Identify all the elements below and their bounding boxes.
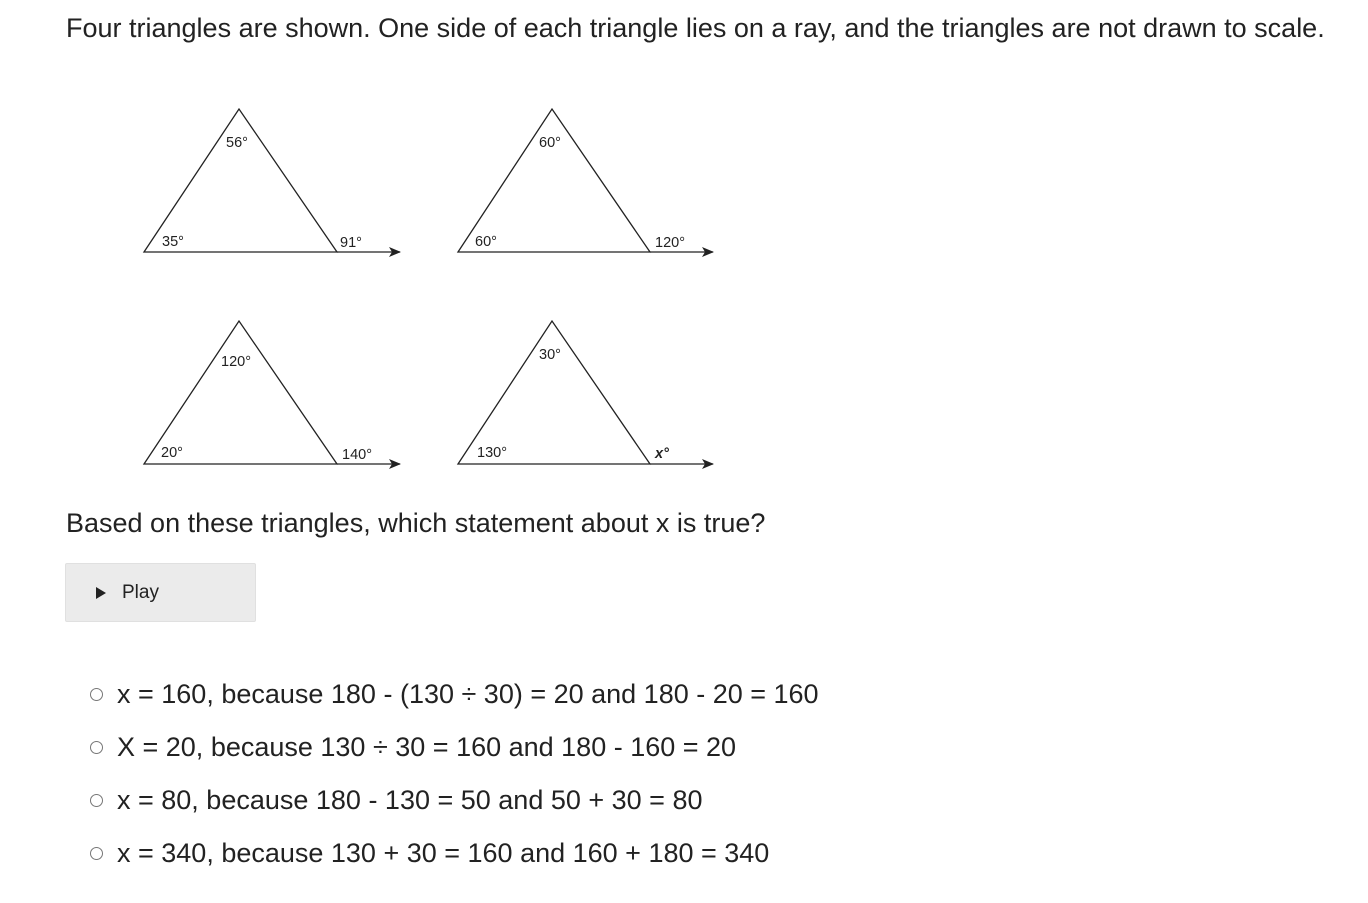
radio-button[interactable] xyxy=(90,741,103,754)
triangle-4-left-angle: 130° xyxy=(477,445,507,461)
triangle-1-exterior-angle: 91° xyxy=(340,235,362,251)
triangle-3-left-angle: 20° xyxy=(161,445,183,461)
triangle-4-shape xyxy=(458,321,650,464)
triangle-3 xyxy=(144,321,400,464)
answer-option-text: x = 160, because 180 - (130 ÷ 30) = 20 and 180 - 20 = 160 xyxy=(117,679,819,709)
answer-option-text: x = 80, because 180 - 130 = 50 and 50 + 30 = 80 xyxy=(117,785,703,815)
triangle-2-shape xyxy=(458,109,650,252)
audio-play-button[interactable] xyxy=(65,563,256,622)
play-label: Play xyxy=(122,581,159,603)
triangle-2-top-angle: 60° xyxy=(539,135,561,151)
triangle-3-top-angle: 120° xyxy=(221,354,251,370)
triangle-1 xyxy=(144,109,400,252)
radio-button[interactable] xyxy=(90,688,103,701)
triangle-2-left-angle: 60° xyxy=(475,234,497,250)
answer-option-3[interactable] xyxy=(90,774,819,827)
triangle-4 xyxy=(458,321,713,464)
question-prompt: Four triangles are shown. One side of each triangle lies on a ray, and the triangles are not drawn to scale. xyxy=(66,13,1325,43)
triangle-2 xyxy=(458,109,713,252)
answer-options xyxy=(90,668,819,880)
triangle-1-left-angle: 35° xyxy=(162,234,184,250)
radio-button[interactable] xyxy=(90,794,103,807)
triangle-1-top-angle: 56° xyxy=(226,135,248,151)
triangles-figure xyxy=(130,100,740,490)
triangle-3-exterior-angle: 140° xyxy=(342,447,372,463)
answer-option-text: x = 340, because 130 + 30 = 160 and 160 + 180 = 340 xyxy=(117,838,770,868)
triangle-4-exterior-angle: x° xyxy=(655,446,669,462)
triangle-3-shape xyxy=(144,321,337,464)
triangles-diagram xyxy=(130,100,740,490)
radio-button[interactable] xyxy=(90,847,103,860)
question-text: Based on these triangles, which statement about x is true? xyxy=(66,508,766,538)
answer-option-4[interactable] xyxy=(90,827,819,880)
triangle-1-shape xyxy=(144,109,337,252)
triangle-2-exterior-angle: 120° xyxy=(655,235,685,251)
answer-option-text: X = 20, because 130 ÷ 30 = 160 and 180 - 160 = 20 xyxy=(117,732,737,762)
play-icon xyxy=(96,587,106,599)
answer-option-2[interactable] xyxy=(90,721,819,774)
triangle-4-top-angle: 30° xyxy=(539,347,561,363)
answer-option-1[interactable] xyxy=(90,668,819,721)
